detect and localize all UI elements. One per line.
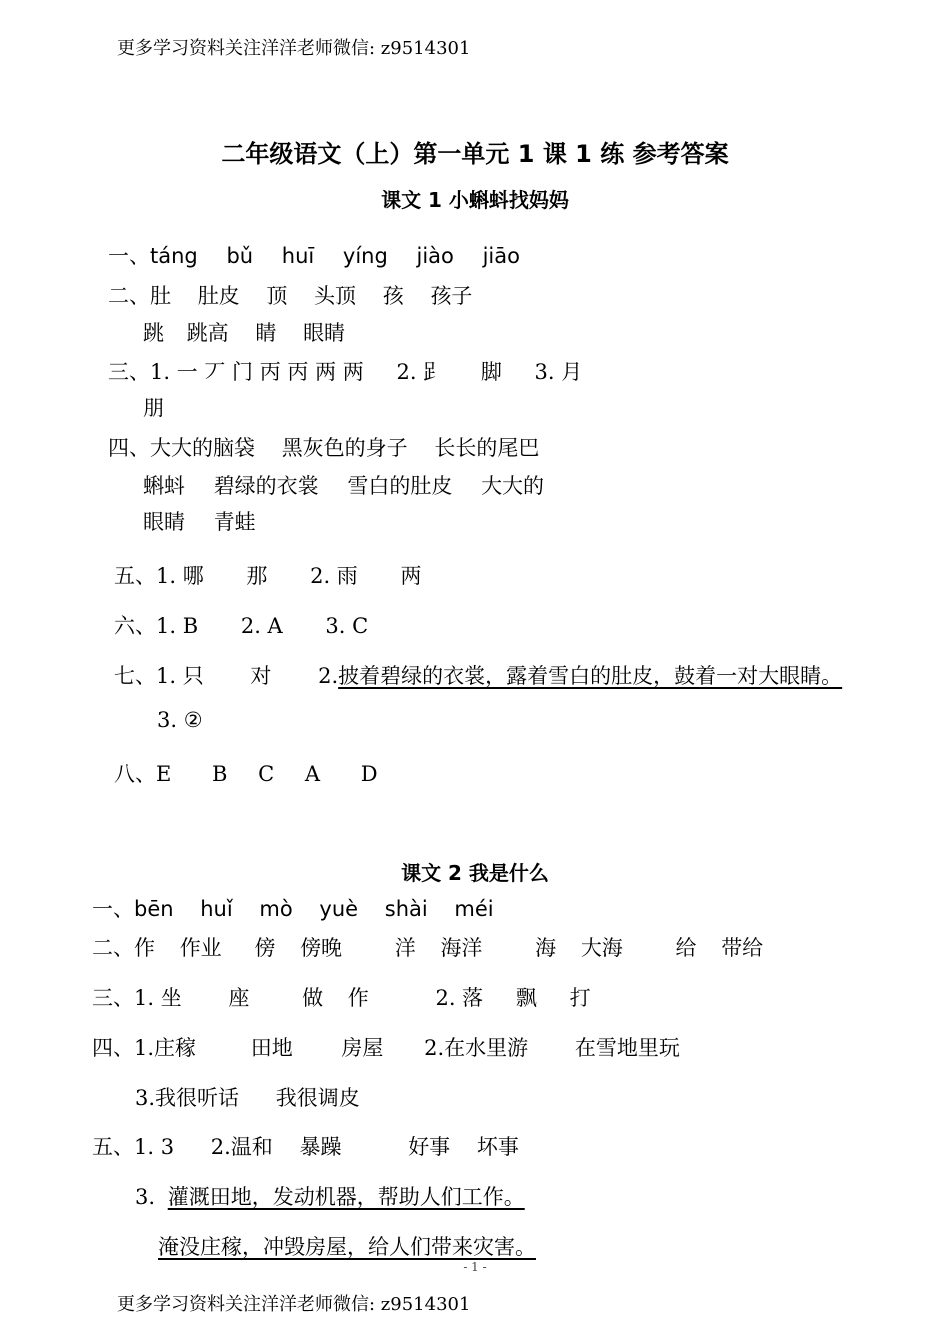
answer-item: 2. (318, 664, 339, 688)
answer-item: 2.温和 (210, 1135, 273, 1159)
answer-item: 1. B (156, 614, 199, 638)
pinyin-item: huǐ (200, 897, 233, 921)
pinyin-item: shài (384, 897, 428, 921)
answer-item: 长长的尾巴 (434, 436, 540, 460)
answer-item: 1. 哪 (156, 564, 204, 588)
answer-item: A (304, 762, 321, 786)
answer-item: 大大的脑袋 (150, 436, 255, 460)
pinyin-item: huī (281, 244, 315, 268)
answer-item: 蝌蚪 (143, 474, 185, 498)
q-prefix: 六、 (114, 614, 156, 638)
answer-item: 跳高 (186, 321, 229, 345)
q-prefix: 二、 (108, 284, 150, 308)
answer-item: 暴躁 (299, 1135, 342, 1159)
q-prefix: 四、 (92, 1036, 134, 1060)
answer-item: 那 (246, 564, 268, 588)
pinyin-item: méi (454, 897, 494, 921)
lesson1-q5 (114, 560, 422, 590)
answer-item: 眼睛 (303, 321, 346, 345)
answer-item: E (156, 762, 172, 786)
answer-item: 给 (675, 936, 697, 960)
answer-item: 田地 (250, 1036, 293, 1060)
answer-item: 2. 雨 (310, 564, 358, 588)
answer-item: 3. 月 (534, 360, 583, 384)
q-prefix: 四、 (108, 436, 150, 460)
answer-item: 带给 (721, 936, 764, 960)
q-prefix: 五、 (114, 564, 156, 588)
answer-item: 碧绿的衣裳 (213, 474, 319, 498)
answer-item: C (258, 762, 275, 786)
answer-item: 房屋 (341, 1036, 384, 1060)
answer-item: 大大的 (481, 474, 545, 498)
pinyin-item: yíng (342, 244, 388, 268)
answer-item: 1.庄稼 (134, 1036, 197, 1060)
q-prefix: 一、 (92, 897, 134, 921)
lesson2-title: 课文 2 我是什么 (401, 861, 549, 885)
page-number: - 1 - (463, 1260, 487, 1274)
q-prefix: 二、 (92, 936, 134, 960)
answer-item: 好事 (408, 1135, 451, 1159)
pinyin-item: mò (259, 897, 293, 921)
q-prefix: 五、 (92, 1135, 134, 1159)
pinyin-item: yuè (319, 897, 359, 921)
footer-note: 更多学习资料关注洋洋老师微信: z9514301 (117, 1294, 471, 1315)
answer-item: 在雪地里玩 (574, 1036, 680, 1060)
answer-item: 2. 落 (435, 986, 484, 1010)
q-prefix: 八、 (114, 762, 156, 786)
answer-item: 打 (569, 986, 591, 1010)
lesson1-q3 (108, 356, 582, 386)
lesson1-q2-row1 (108, 280, 472, 310)
page-title: 二年级语文（上）第一单元 1 课 1 练 参考答案 (221, 140, 729, 168)
answer-item: 肚 (150, 284, 171, 308)
answer-item: 作业 (179, 936, 222, 960)
pinyin-item: jiào (416, 244, 454, 268)
answer-item: 坏事 (476, 1135, 519, 1159)
answer-item: 肚皮 (197, 284, 240, 308)
answer-item: 睛 (255, 321, 277, 345)
answer-item: 3.我很听话 (135, 1086, 240, 1110)
answer-item: 1. 3 (134, 1135, 175, 1159)
answer-item: 孩子 (430, 284, 473, 308)
answer-item: 作 (347, 986, 369, 1010)
answer-item: 眼睛 (143, 510, 185, 534)
answer-item: 海洋 (440, 936, 483, 960)
answer-item: 2. A (240, 614, 283, 638)
lesson2-q4-row1 (92, 1032, 680, 1062)
underlined-answer: 披着碧绿的衣裳，露着雪白的肚皮，鼓着一对大眼睛。 (338, 664, 843, 688)
lesson1-q8 (114, 758, 378, 788)
lesson1-q4-row2 (143, 470, 544, 500)
lesson2-q5-row1 (92, 1131, 519, 1161)
answer-item: 两 (400, 564, 422, 588)
lesson1-q4-row1 (108, 432, 539, 462)
answer-item: 雪白的肚皮 (347, 474, 453, 498)
lesson2-q5-a3 (135, 1181, 525, 1211)
answer-item: 作 (134, 936, 155, 960)
answer-item: 对 (250, 664, 272, 688)
q-prefix: 三、 (108, 360, 150, 384)
q-prefix: 七、 (114, 664, 156, 688)
lesson1-q3-cont: 朋 (143, 396, 164, 420)
answer-item: 2. 𧾷 (396, 360, 445, 384)
answer-item: D (360, 762, 378, 786)
q-prefix: 三、 (92, 986, 134, 1010)
answer-item: 洋 (394, 936, 416, 960)
answer-item: 座 (228, 986, 250, 1010)
lesson2-q4-row2 (135, 1082, 360, 1112)
answer-item: 3. C (325, 614, 369, 638)
lesson1-q7 (114, 660, 842, 690)
answer-item: 1. 一 丆 门 丙 丙 两 两 (150, 360, 364, 384)
header-note: 更多学习资料关注洋洋老师微信: z9514301 (117, 38, 471, 59)
lesson1-q2-row2 (143, 317, 345, 347)
q-prefix: 一、 (108, 244, 150, 268)
answer-item: 大海 (580, 936, 623, 960)
lesson1-title: 课文 1 小蝌蚪找妈妈 (381, 188, 569, 212)
answer-item: 傍 (254, 936, 276, 960)
answer-item: 1. 坐 (134, 986, 182, 1010)
pinyin-item: táng (150, 244, 198, 268)
lesson1-q6 (114, 610, 368, 640)
underlined-answer: 淹没庄稼，冲毁房屋，给人们带来灾害。 (158, 1235, 536, 1259)
answer-item: 傍晚 (300, 936, 343, 960)
pinyin-item: bēn (134, 897, 174, 921)
answer-item: 头顶 (314, 284, 357, 308)
answer-item: 我很调皮 (275, 1086, 360, 1110)
answer-item: 黑灰色的身子 (281, 436, 408, 460)
pinyin-item: bǔ (226, 244, 254, 268)
lesson1-q7-a3: 3. ② (157, 708, 203, 732)
answer-item: 1. 只 (156, 664, 204, 688)
underlined-answer: 灌溉田地，发动机器，帮助人们工作。 (167, 1185, 525, 1209)
lesson1-q4-row3 (143, 506, 256, 536)
answer-item: 顶 (266, 284, 288, 308)
answer-item: 做 (302, 986, 324, 1010)
answer-item: 海 (535, 936, 557, 960)
answer-item: B (212, 762, 228, 786)
lesson2-q3 (92, 982, 591, 1012)
answer-item: 孩 (382, 284, 404, 308)
answer-item: 脚 (480, 360, 502, 384)
lesson1-q1 (108, 240, 520, 270)
answer-item: 3. (135, 1185, 156, 1209)
answer-item: 2.在水里游 (424, 1036, 529, 1060)
answer-item: 飘 (515, 986, 537, 1010)
pinyin-item: jiāo (482, 244, 520, 268)
lesson2-q2 (92, 932, 763, 962)
lesson2-q1 (92, 893, 494, 923)
answer-item: 青蛙 (213, 510, 256, 534)
answer-item: 跳 (143, 321, 164, 345)
